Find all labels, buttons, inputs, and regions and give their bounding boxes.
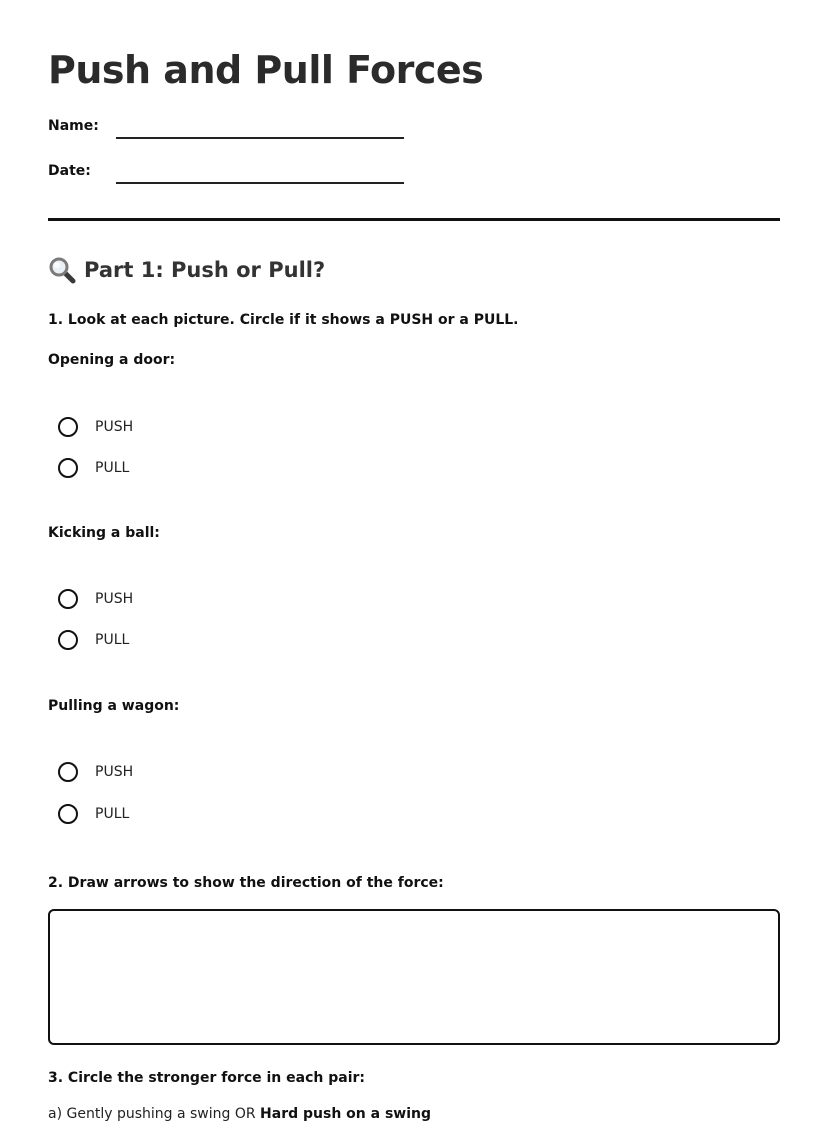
radio-circle[interactable] (58, 589, 78, 609)
name-field[interactable] (116, 137, 404, 139)
part1-heading (48, 256, 325, 286)
part1-title: Part 1: Push or Pull? (84, 258, 326, 282)
option-label: PULL (95, 460, 130, 476)
pair-a-text: a) Gently pushing a swing OR (48, 1106, 261, 1122)
name-label: Name: (48, 118, 99, 134)
magnifying-glass-icon (48, 256, 76, 284)
drawing-area[interactable] (48, 909, 780, 1045)
option-label: PULL (95, 806, 130, 822)
radio-circle[interactable] (58, 804, 78, 824)
header-divider (48, 218, 780, 221)
radio-circle[interactable] (58, 762, 78, 782)
option-label: PULL (95, 632, 130, 648)
page-title: Push and Pull Forces (48, 48, 484, 92)
date-label: Date: (48, 163, 91, 179)
option-label: PUSH (95, 419, 134, 435)
radio-circle[interactable] (58, 630, 78, 650)
pair-a-stronger: Hard push on a swing (260, 1106, 432, 1122)
date-field[interactable] (116, 182, 404, 184)
question-1: 1. Look at each picture. Circle if it shows a PUSH or a PULL. (48, 312, 519, 328)
item-opening-door: Opening a door: (48, 352, 176, 368)
item-pulling-wagon: Pulling a wagon: (48, 698, 180, 714)
question-2: 2. Draw arrows to show the direction of the force: (48, 875, 444, 891)
question-3: 3. Circle the stronger force in each pair: (48, 1070, 365, 1086)
pair-a[interactable] (48, 1106, 431, 1122)
radio-circle[interactable] (58, 417, 78, 437)
option-label: PUSH (95, 764, 134, 780)
option-label: PUSH (95, 591, 134, 607)
radio-circle[interactable] (58, 458, 78, 478)
item-kicking-ball: Kicking a ball: (48, 525, 160, 541)
